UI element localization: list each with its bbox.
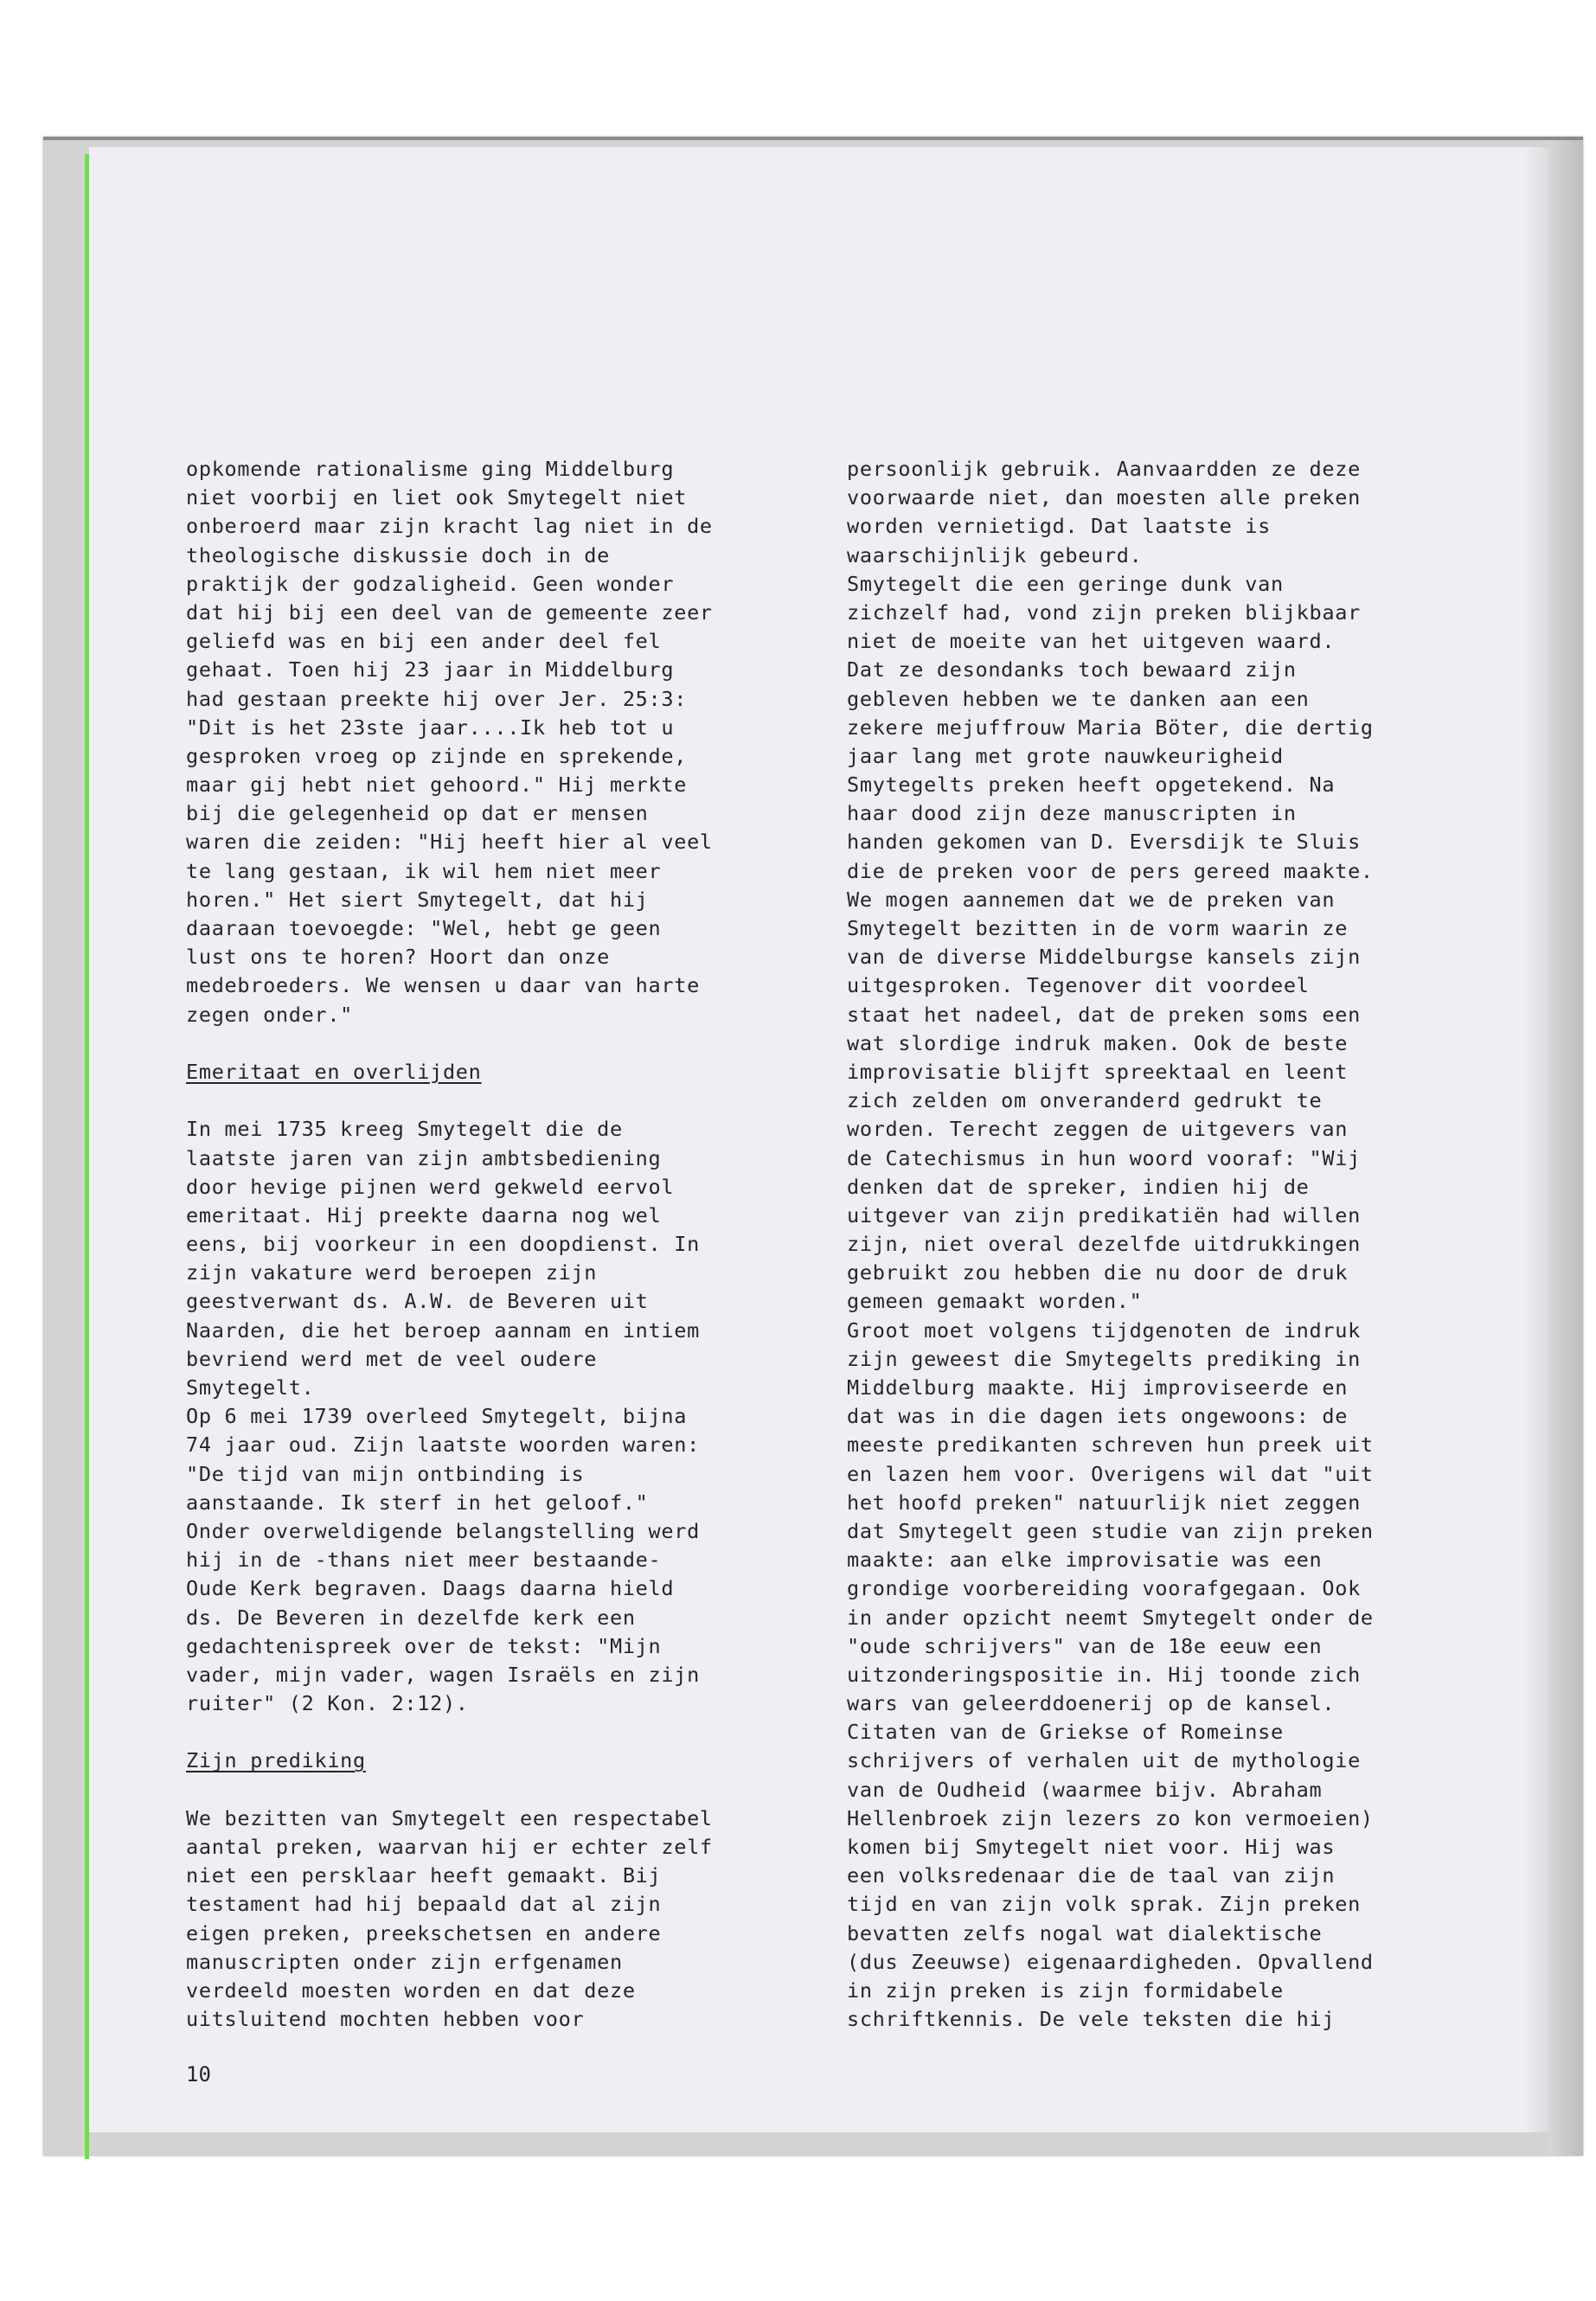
text-line: en lazen hem voor. Overigens wil dat "uit: [847, 1461, 1374, 1486]
text-line: manuscripten onder zijn erfgenamen: [186, 1949, 623, 1974]
text-line: handen gekomen van D. Eversdijk te Sluis: [847, 830, 1361, 855]
text-line: jaar lang met grote nauwkeurigheid: [847, 743, 1284, 768]
text-line: worden vernietigd. Dat laatste is: [847, 514, 1271, 539]
text-line: had gestaan preekte hij over Jer. 25:3:: [186, 686, 688, 711]
text-line: maakte: aan elke improvisatie was een: [847, 1548, 1323, 1573]
right-column: [847, 455, 1504, 2034]
text-line: bevriend werd met de veel oudere: [186, 1346, 598, 1371]
book-page: [89, 147, 1548, 2132]
text-line: zegen onder.": [186, 1002, 354, 1027]
text-line: uitgever van zijn predikatiën had willen: [847, 1202, 1361, 1227]
section-heading-emeritaat: Emeritaat en overlijden: [186, 1059, 482, 1084]
text-line: uitgesproken. Tegenover dit voordeel: [847, 973, 1310, 998]
text-line: bevatten zelfs nogal wat dialektische: [847, 1920, 1323, 1945]
text-line: eens, bij voorkeur in een doopdienst. In: [186, 1232, 700, 1257]
text-line: geestverwant ds. A.W. de Beveren uit: [186, 1289, 649, 1314]
text-line: Smytegelt bezitten in de vorm waarin ze: [847, 916, 1349, 940]
text-line: Smytegelt.: [186, 1375, 315, 1400]
text-line: lust ons te horen? Hoort dan onze: [186, 945, 610, 970]
text-line: "Dit is het 23ste jaar....Ik heb tot u: [186, 715, 675, 740]
text-line: onberoerd maar zijn kracht lag niet in de: [186, 514, 713, 539]
text-line: gedachtenispreek over de tekst: "Mijn: [186, 1633, 662, 1658]
text-line: persoonlijk gebruik. Aanvaardden ze deze: [847, 457, 1361, 481]
text-line: uitzonderingspositie in. Hij toonde zich: [847, 1662, 1361, 1687]
paragraph-emeritaat: [186, 1115, 843, 1718]
text-line: geliefd was en bij een ander deel fel: [186, 629, 662, 654]
text-line: niet de moeite van het uitgeven waard.: [847, 629, 1336, 654]
text-line: worden. Terecht zeggen de uitgevers van: [847, 1117, 1349, 1142]
text-line: gebleven hebben we te danken aan een: [847, 686, 1310, 711]
text-line: niet voorbij en liet ook Smytegelt niet: [186, 485, 688, 510]
section-heading-prediking: Zijn prediking: [186, 1748, 366, 1773]
text-line: "De tijd van mijn ontbinding is: [186, 1461, 585, 1486]
text-line: (dus Zeeuwse) eigenaardigheden. Opvallend: [847, 1949, 1374, 1974]
text-line: het hoofd preken" natuurlijk niet zeggen: [847, 1490, 1361, 1515]
text-line: een volksredenaar die de taal van zijn: [847, 1863, 1336, 1888]
text-line: zijn geweest die Smytegelts prediking in: [847, 1346, 1361, 1371]
text-line: We bezitten van Smytegelt een respectabel: [186, 1805, 713, 1830]
text-line: ds. De Beveren in dezelfde kerk een: [186, 1605, 636, 1630]
text-line: zekere mejuffrouw Maria Böter, die dertig: [847, 715, 1374, 740]
text-line: 74 jaar oud. Zijn laatste woorden waren:: [186, 1433, 700, 1458]
text-line: zich zelden om onveranderd gedrukt te: [847, 1088, 1323, 1113]
text-line: verdeeld moesten worden en dat deze: [186, 1977, 636, 2003]
text-line: dat hij bij een deel van de gemeente zeer: [186, 599, 713, 625]
text-line: gesproken vroeg op zijnde en sprekende,: [186, 743, 688, 768]
text-line: dat was in die dagen iets ongewoons: de: [847, 1404, 1349, 1429]
text-line: daaraan toevoegde: "Wel, hebt ge geen: [186, 916, 662, 940]
text-line: Smytegelt die een geringe dunk van: [847, 571, 1284, 596]
text-line: in zijn preken is zijn formidabele: [847, 1977, 1284, 2003]
paragraph-right-text: [847, 455, 1504, 2034]
text-line: schriftkennis. De vele teksten die hij: [847, 2007, 1336, 2032]
text-line: Onder overweldigende belangstelling werd: [186, 1518, 700, 1543]
text-line: zichzelf had, vond zijn preken blijkbaar: [847, 599, 1361, 625]
text-line: uitsluitend mochten hebben voor: [186, 2007, 585, 2032]
text-line: horen." Het siert Smytegelt, dat hij: [186, 887, 649, 912]
text-line: medebroeders. We wensen u daar van harte: [186, 973, 700, 998]
text-line: grondige voorbereiding voorafgegaan. Ook: [847, 1576, 1361, 1601]
text-line: "oude schrijvers" van de 18e eeuw een: [847, 1633, 1323, 1658]
text-line: die de preken voor de pers gereed maakte.: [847, 858, 1374, 883]
text-line: Citaten van de Griekse of Romeinse: [847, 1720, 1284, 1745]
text-line: aanstaande. Ik sterf in het geloof.": [186, 1490, 649, 1515]
text-line: door hevige pijnen werd gekweld eervol: [186, 1174, 675, 1199]
text-line: tijd en van zijn volk sprak. Zijn preken: [847, 1892, 1361, 1917]
text-line: waren die zeiden: "Hij heeft hier al veel: [186, 830, 713, 855]
text-line: dat Smytegelt geen studie van zijn preken: [847, 1518, 1374, 1543]
text-line: haar dood zijn deze manuscripten in: [847, 801, 1297, 826]
left-column: [186, 455, 843, 2034]
text-line: niet een persklaar heeft gemaakt. Bij: [186, 1863, 662, 1888]
text-line: Smytegelts preken heeft opgetekend. Na: [847, 772, 1336, 798]
text-line: improvisatie blijft spreektaal en leent: [847, 1059, 1349, 1084]
paragraph-prediking: [186, 1804, 843, 2035]
text-line: praktijk der godzaligheid. Geen wonder: [186, 571, 675, 596]
text-line: gehaat. Toen hij 23 jaar in Middelburg: [186, 657, 675, 683]
page-number: 10: [186, 2062, 211, 2086]
text-line: de Catechismus in hun woord vooraf: "Wij: [847, 1145, 1361, 1170]
text-line: opkomende rationalisme ging Middelburg: [186, 457, 675, 481]
text-line: van de Oudheid (waarmee bijv. Abraham: [847, 1777, 1323, 1802]
text-line: eigen preken, preekschetsen en andere: [186, 1920, 662, 1945]
text-line: ruiter" (2 Kon. 2:12).: [186, 1691, 469, 1716]
text-line: meeste predikanten schreven hun preek uit: [847, 1433, 1374, 1458]
text-line: te lang gestaan, ik wil hem niet meer: [186, 858, 662, 883]
text-line: We mogen aannemen dat we de preken van: [847, 887, 1336, 912]
text-line: gemeen gemaakt worden.": [847, 1289, 1143, 1314]
text-line: In mei 1735 kreeg Smytegelt die de: [186, 1117, 623, 1142]
text-line: emeritaat. Hij preekte daarna nog wel: [186, 1202, 662, 1227]
text-line: wat slordige indruk maken. Ook de beste: [847, 1030, 1349, 1055]
text-line: Naarden, die het beroep aannam en intiem: [186, 1317, 700, 1343]
text-line: denken dat de spreker, indien hij de: [847, 1174, 1310, 1199]
text-line: bij die gelegenheid op dat er mensen: [186, 801, 649, 826]
text-line: zijn, niet overal dezelfde uitdrukkingen: [847, 1232, 1361, 1257]
text-line: komen bij Smytegelt niet voor. Hij was: [847, 1835, 1336, 1859]
paragraph-rationalism: [186, 455, 843, 1029]
text-line: staat het nadeel, dat de preken soms een: [847, 1002, 1361, 1027]
text-line: laatste jaren van zijn ambtsbediening: [186, 1145, 662, 1170]
text-line: waarschijnlijk gebeurd.: [847, 542, 1143, 567]
text-line: schrijvers of verhalen uit de mythologie: [847, 1748, 1361, 1773]
text-line: vader, mijn vader, wagen Israëls en zijn: [186, 1662, 700, 1687]
text-line: Hellenbroek zijn lezers zo kon vermoeien): [847, 1805, 1374, 1830]
text-line: gebruikt zou hebben die nu door de druk: [847, 1260, 1349, 1285]
text-line: wars van geleerddoenerij op de kansel.: [847, 1691, 1336, 1716]
text-line: Dat ze desondanks toch bewaard zijn: [847, 657, 1297, 683]
text-line: voorwaarde niet, dan moesten alle preken: [847, 485, 1361, 510]
text-line: testament had hij bepaald dat al zijn: [186, 1892, 662, 1917]
book-spine-edge: [1548, 140, 1583, 2156]
text-line: theologische diskussie doch in de: [186, 542, 610, 567]
text-line: zijn vakature werd beroepen zijn: [186, 1260, 598, 1285]
text-line: van de diverse Middelburgse kansels zijn: [847, 945, 1361, 970]
text-line: Oude Kerk begraven. Daags daarna hield: [186, 1576, 675, 1601]
text-line: aantal preken, waarvan hij er echter zelf: [186, 1835, 713, 1859]
text-line: Middelburg maakte. Hij improviseerde en: [847, 1375, 1349, 1400]
text-line: Groot moet volgens tijdgenoten de indruk: [847, 1317, 1361, 1343]
text-line: Op 6 mei 1739 overleed Smytegelt, bijna: [186, 1404, 688, 1429]
text-line: hij in de -thans niet meer bestaande-: [186, 1548, 662, 1573]
text-line: maar gij hebt niet gehoord." Hij merkte: [186, 772, 688, 798]
text-line: in ander opzicht neemt Smytegelt onder de: [847, 1605, 1374, 1630]
